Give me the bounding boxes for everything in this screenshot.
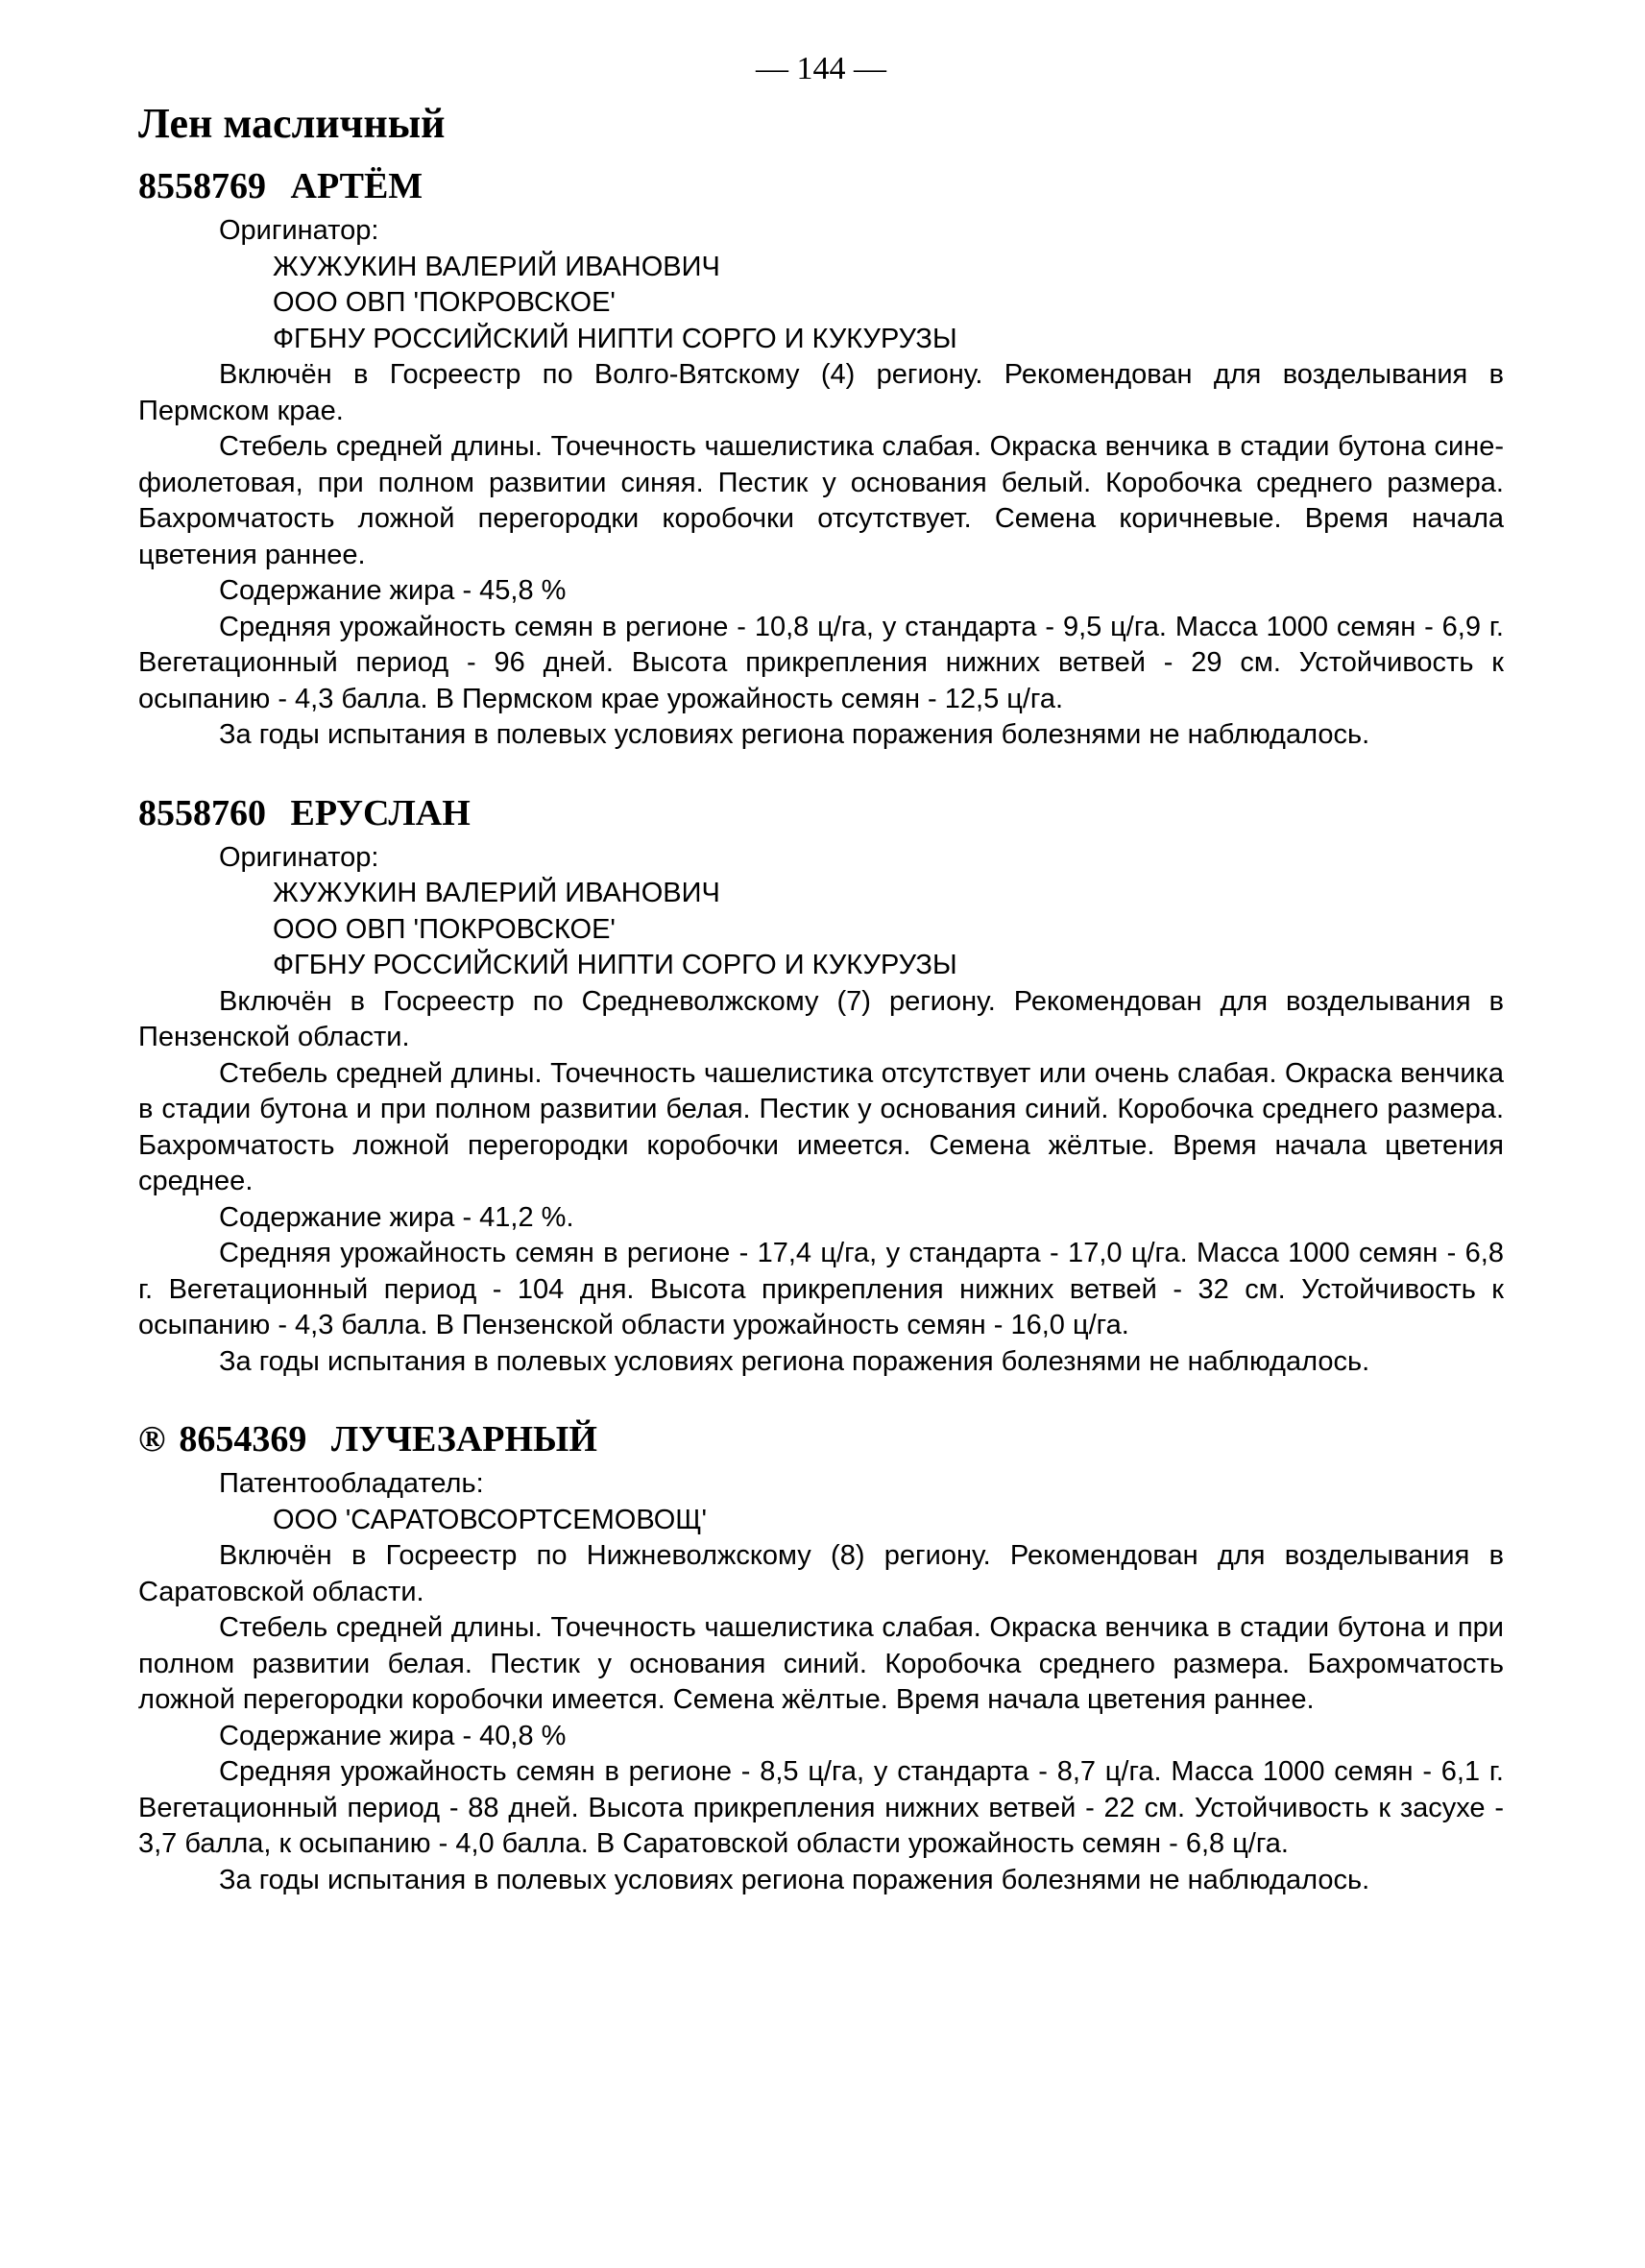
originator-label: Оригинатор: [219,215,379,246]
variety-code: 8654369 [179,1419,307,1460]
description-paragraph: За годы испытания в полевых условиях региона поражения болезнями не наблюдалось. [219,719,1370,750]
description-paragraph: Стебель средней длины. Точечность чашелистика слабая. Окраска венчика в стадии бутона и при полном развитии белая. Пестик у основания синий. Коробочка среднего размера. Бахромчатость ложной перегородки коробочки имеется. Семена жёлтые. Время начала цветения раннее. [138,1612,1504,1715]
originator-name: ООО 'САРАТОВСОРТСЕМОВОЩ' [273,1504,708,1535]
description-paragraph: За годы испытания в полевых условиях региона поражения болезнями не наблюдалось. [219,1864,1370,1895]
variety-name: АРТЁМ [290,166,423,206]
description-paragraph: Включён в Госреестр по Средневолжскому (7) региону. Рекомендован для возделывания в Пензенской области. [138,985,1504,1052]
variety-title [138,161,1504,211]
variety-code: 8558760 [138,792,266,833]
description-paragraph: Содержание жира - 41,2 %. [219,1201,574,1233]
originator-label: Патентообладатель: [219,1468,484,1499]
variety-entry [138,788,1504,1381]
page-number: — 144 — [756,51,886,86]
registered-mark: ® [138,1419,166,1460]
description-paragraph: Средняя урожайность семян в регионе - 10,8 ц/га, у стандарта - 9,5 ц/га. Масса 1000 семян - 6,9 г. Вегетационный период - 96 дней. Высота прикрепления нижних ветвей - 29 см. Устойчивость к осыпанию - 4,3 балла. В Пермском крае урожайность семян - 12,5 ц/га. [138,611,1504,714]
originator-name: ЖУЖУКИН ВАЛЕРИЙ ИВАНОВИЧ [273,878,720,908]
originator-label: Оригинатор: [219,841,379,873]
variety-title [138,788,1504,838]
description-paragraph: Стебель средней длины. Точечность чашелистика отсутствует или очень слабая. Окраска венчика в стадии бутона и при полном развитии белая. Пестик у основания синий. Коробочка среднего размера. Бахромчатость ложной перегородки коробочки имеется. Семена жёлтые. Время начала цветения среднее. [138,1057,1504,1196]
variety-code: 8558769 [138,166,266,206]
description-paragraph: Содержание жира - 40,8 % [219,1720,567,1751]
section-title: Лен масличный [138,100,446,147]
description-paragraph: За годы испытания в полевых условиях региона поражения болезнями не наблюдалось. [219,1345,1370,1377]
description-paragraph: Включён в Госреестр по Волго-Вятскому (4) региону. Рекомендован для возделывания в Пермском крае. [138,359,1504,426]
originator-name: ФГБНУ РОССИЙСКИЙ НИПТИ СОРГО И КУКУРУЗЫ [273,950,957,980]
description-paragraph: Содержание жира - 45,8 % [219,575,567,606]
description-paragraph: Стебель средней длины. Точечность чашелистика слабая. Окраска венчика в стадии бутона сине-фиолетовая, при полном развитии синяя. Пестик у основания белый. Коробочка среднего размера. Бахромчатость ложной перегородки коробочки отсутствует. Семена коричневые. Время начала цветения раннее. [138,431,1504,570]
originator-name: ООО ОВП 'ПОКРОВСКОЕ' [273,287,616,318]
variety-entry [138,161,1504,754]
variety-title [138,1414,1504,1464]
originator-name: ФГБНУ РОССИЙСКИЙ НИПТИ СОРГО И КУКУРУЗЫ [273,323,957,354]
document-page [138,46,1504,1898]
description-paragraph: Средняя урожайность семян в регионе - 8,5 ц/га, у стандарта - 8,7 ц/га. Масса 1000 семян - 6,1 г. Вегетационный период - 88 дней. Высота прикрепления нижних ветвей - 22 см. Устойчивость к засухе - 3,7 балла, к осыпанию - 4,0 балла. В Саратовской области урожайность семян - 6,8 ц/га. [138,1756,1504,1859]
variety-name: ЕРУСЛАН [290,792,471,833]
variety-entry [138,1414,1504,1898]
variety-entries [138,161,1504,1898]
originator-name: ЖУЖУКИН ВАЛЕРИЙ ИВАНОВИЧ [273,251,720,282]
description-paragraph: Средняя урожайность семян в регионе - 17,4 ц/га, у стандарта - 17,0 ц/га. Масса 1000 семян - 6,8 г. Вегетационный период - 104 дня. Высота прикрепления нижних ветвей - 32 см. Устойчивость к осыпанию - 4,3 балла. В Пензенской области урожайность семян - 16,0 ц/га. [138,1238,1504,1340]
originator-name: ООО ОВП 'ПОКРОВСКОЕ' [273,913,616,945]
description-paragraph: Включён в Госреестр по Нижневолжскому (8) региону. Рекомендован для возделывания в Саратовской области. [138,1540,1504,1607]
variety-name: ЛУЧЕЗАРНЫЙ [330,1419,597,1460]
